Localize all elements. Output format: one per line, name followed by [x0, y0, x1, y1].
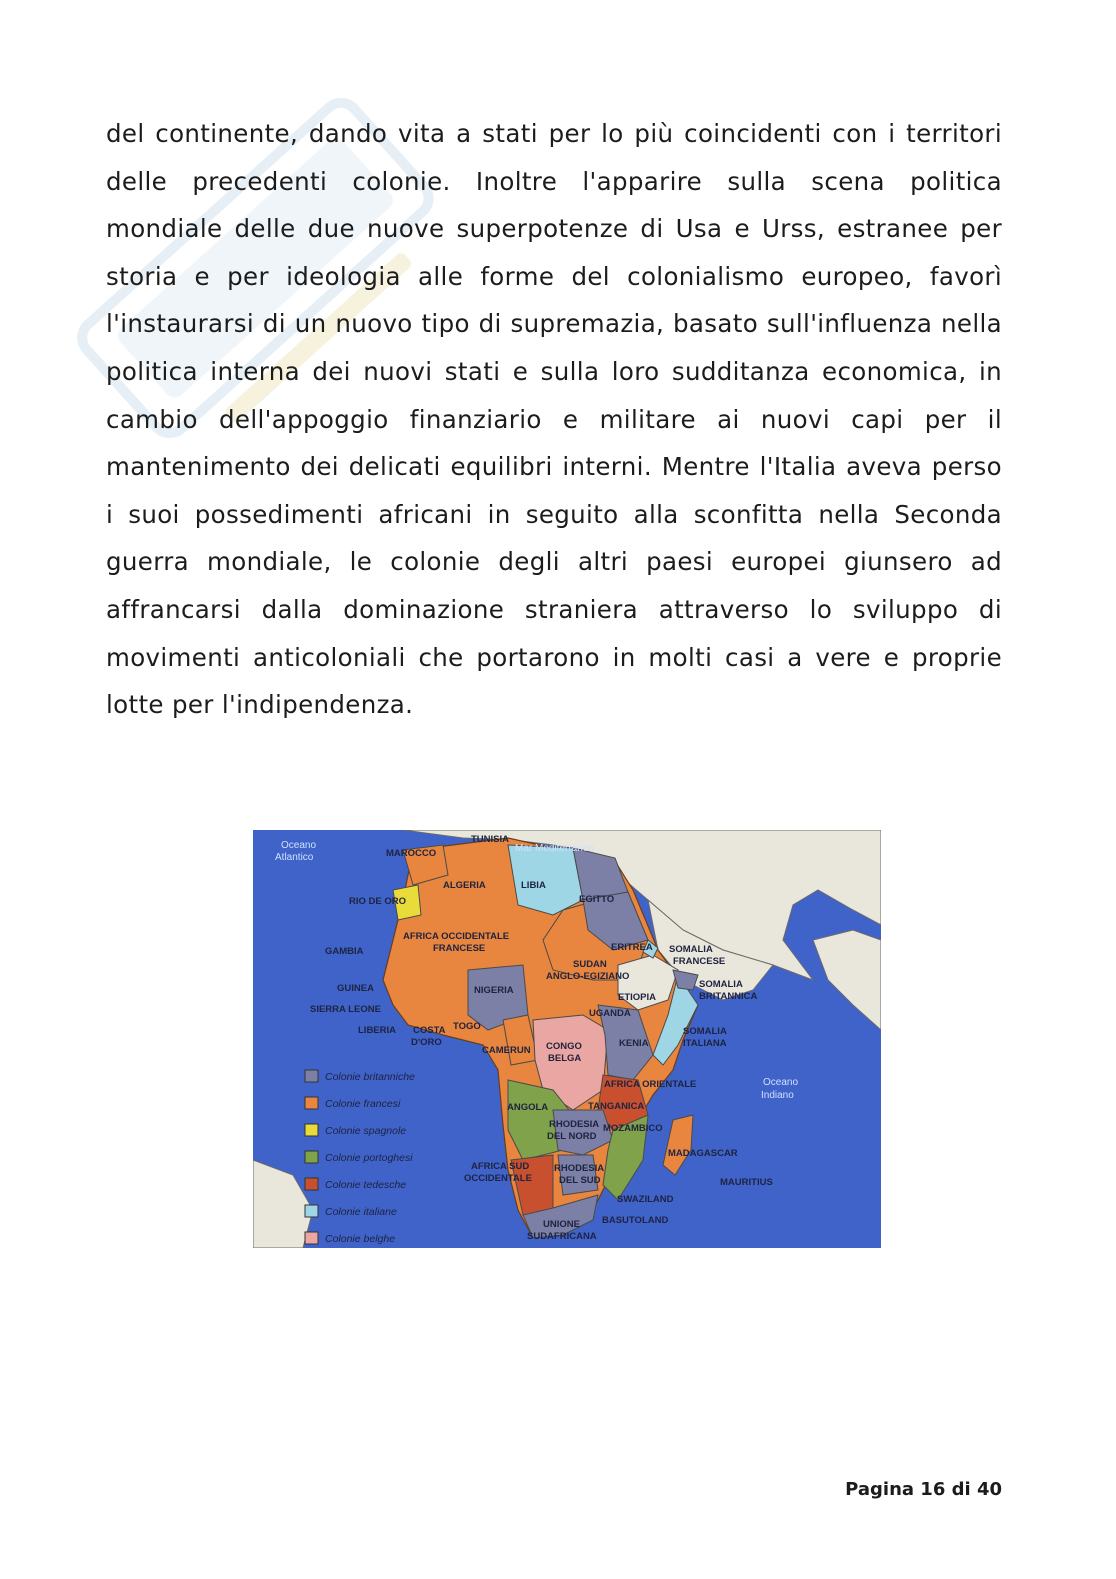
- label-marocco: MAROCCO: [386, 848, 437, 859]
- legend-swatch-spagnole: [305, 1124, 318, 1136]
- legend-swatch-tedesche: [305, 1178, 318, 1190]
- label-africa-sud-2: OCCIDENTALE: [464, 1173, 532, 1184]
- label-africa-sud-1: AFRICA SUD: [471, 1161, 530, 1172]
- sea-label-atlantic-1: Oceano: [281, 840, 317, 851]
- legend-swatch-portoghesi: [305, 1151, 318, 1163]
- legend-swatch-britanniche: [305, 1070, 318, 1082]
- body-paragraph: del continente, dando vita a stati per lo più coincidenti con i territori delle precedenti colonie. Inoltre l'apparire sulla scena politica mondiale delle due nuove superpotenze di Usa e Urss, estranee per storia e per ideologia alle forme del colonialismo europeo, favorì l'instaurarsi di un nuovo tipo di supremazia, basato sull'influenza nella politica interna dei nuovi stati e sulla loro sudditanza economica, in cambio dell'appoggio finanziario e militare ai nuovi capi per il mantenimento dei delicati equilibri interni. Mentre l'Italia aveva perso i suoi possedimenti africani in seguito alla sconfitta nella Seconda guerra mondiale, le colonie degli altri paesi europei giunsero ad affrancarsi dalla dominazione straniera attraverso lo sviluppo di movimenti anticoloniali che portarono in molti casi a vere e proprie lotte per l'indipendenza.: [106, 119, 1002, 720]
- label-uganda: UGANDA: [589, 1008, 631, 1019]
- legend-label-portoghesi: Colonie portoghesi: [325, 1152, 413, 1164]
- label-liberia: LIBERIA: [358, 1025, 396, 1036]
- label-rhodesia-nord-1: RHODESIA: [549, 1119, 600, 1130]
- label-libia: LIBIA: [521, 880, 546, 891]
- page-number: Pagina 16 di 40: [845, 1479, 1002, 1500]
- legend-swatch-italiane: [305, 1205, 318, 1217]
- label-sudan-2: ANGLO-EGIZIANO: [546, 971, 630, 982]
- label-somalia-it-1: SOMALIA: [683, 1026, 727, 1037]
- label-egitto: EGITTO: [579, 894, 615, 905]
- label-unione-1: UNIONE: [543, 1219, 580, 1230]
- label-africa-orientale: AFRICA ORIENTALE: [604, 1079, 697, 1090]
- sea-label-atlantic-2: Atlantico: [275, 852, 314, 863]
- legend-label-belghe: Colonie belghe: [325, 1233, 396, 1245]
- label-mauritius: MAURITIUS: [720, 1177, 773, 1188]
- label-eritrea: ERITREA: [611, 942, 653, 953]
- sea-label-mediterranean: Mar Mediterraneo: [515, 843, 594, 854]
- label-mozambico: MOZAMBICO: [603, 1123, 663, 1134]
- label-rhodesia-sud-2: DEL SUD: [559, 1175, 601, 1186]
- label-algeria: ALGERIA: [443, 880, 486, 891]
- label-madagascar: MADAGASCAR: [668, 1148, 738, 1159]
- colonial-africa-map: [253, 830, 881, 1248]
- legend-swatch-belghe: [305, 1232, 318, 1244]
- label-angola: ANGOLA: [507, 1102, 549, 1113]
- label-swaziland: SWAZILAND: [617, 1194, 674, 1205]
- label-guinea: GUINEA: [337, 983, 374, 994]
- label-aof-1: AFRICA OCCIDENTALE: [403, 931, 510, 942]
- label-tunisia: TUNISIA: [471, 834, 509, 845]
- sea-label-indian-2: Indiano: [761, 1090, 794, 1101]
- label-etiopia: ETIOPIA: [618, 992, 657, 1003]
- label-aof-2: FRANCESE: [433, 943, 486, 954]
- label-sudan-1: SUDAN: [573, 959, 607, 970]
- legend-label-francesi: Colonie francesi: [325, 1098, 401, 1110]
- label-gambia: GAMBIA: [325, 946, 364, 957]
- label-rhodesia-sud-1: RHODESIA: [554, 1163, 605, 1174]
- label-nigeria: NIGERIA: [474, 985, 514, 996]
- legend-swatch-francesi: [305, 1097, 318, 1109]
- label-sierra-leone: SIERRA LEONE: [310, 1004, 381, 1015]
- legend-label-spagnole: Colonie spagnole: [325, 1125, 407, 1137]
- label-costa-2: D'ORO: [411, 1037, 442, 1048]
- map-svg: [253, 830, 881, 1248]
- label-somalia-br-2: BRITANNICA: [699, 991, 758, 1002]
- label-somalia-br-1: SOMALIA: [699, 979, 743, 990]
- label-camerun: CAMERUN: [482, 1045, 531, 1056]
- label-unione-2: SUDAFRICANA: [527, 1231, 597, 1242]
- label-somalia-it-2: ITALIANA: [683, 1038, 727, 1049]
- label-kenia: KENIA: [619, 1038, 649, 1049]
- legend-label-britanniche: Colonie britanniche: [325, 1071, 415, 1083]
- label-somalia-fr-1: SOMALIA: [669, 944, 713, 955]
- label-rio-de-oro: RIO DE ORO: [349, 896, 407, 907]
- label-congo-2: BELGA: [548, 1053, 582, 1064]
- label-rhodesia-nord-2: DEL NORD: [547, 1131, 597, 1142]
- label-togo: TOGO: [453, 1021, 481, 1032]
- label-tanganica: TANGANICA: [588, 1101, 645, 1112]
- legend-label-tedesche: Colonie tedesche: [325, 1179, 407, 1191]
- label-costa-1: COSTA: [413, 1025, 446, 1036]
- label-congo-1: CONGO: [546, 1041, 582, 1052]
- label-basutoland: BASUTOLAND: [602, 1215, 669, 1226]
- legend-label-italiane: Colonie italiane: [325, 1206, 397, 1218]
- sea-label-indian-1: Oceano: [763, 1077, 799, 1088]
- label-somalia-fr-2: FRANCESE: [673, 956, 726, 967]
